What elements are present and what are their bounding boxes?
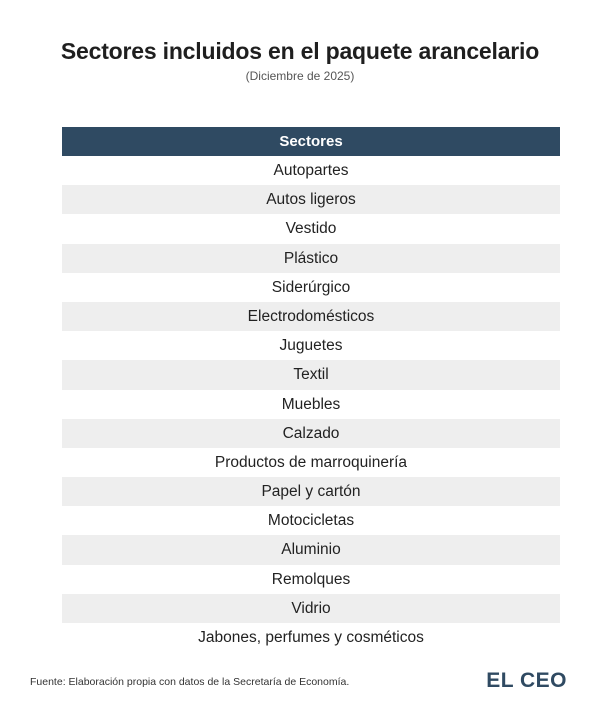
table-row: Electrodomésticos [62,302,560,331]
table-row: Textil [62,360,560,389]
page-subtitle: (Diciembre de 2025) [245,69,355,83]
table-row: Juguetes [279,337,343,355]
table-row: Vestido [285,220,337,238]
table-row: Autopartes [273,162,349,179]
page-title: Sectores incluidos en el paquete arancelario [60,38,540,64]
table-row: Productos de marroquinería [214,453,408,471]
table-row: Siderúrgico [271,278,351,296]
table-row: Aluminio [62,535,560,564]
table-row: Muebles [281,395,341,413]
table-row: Papel y cartón [62,477,560,506]
table-row: Motocicletas [267,512,355,530]
sectors-table [62,127,560,652]
brand-logo: EL CEO [486,669,567,692]
table-header: Sectores [62,127,560,156]
table-row: Calzado [62,419,560,448]
table-row: Jabones, perfumes y cosméticos [198,629,424,646]
source-note: Fuente: Elaboración propia con datos de la Secretaría de Economía. [30,676,350,688]
table-row: Plástico [62,244,560,273]
table-row: Remolques [271,570,351,588]
table-row: Autos ligeros [62,185,560,214]
table-row: Vidrio [62,594,560,623]
